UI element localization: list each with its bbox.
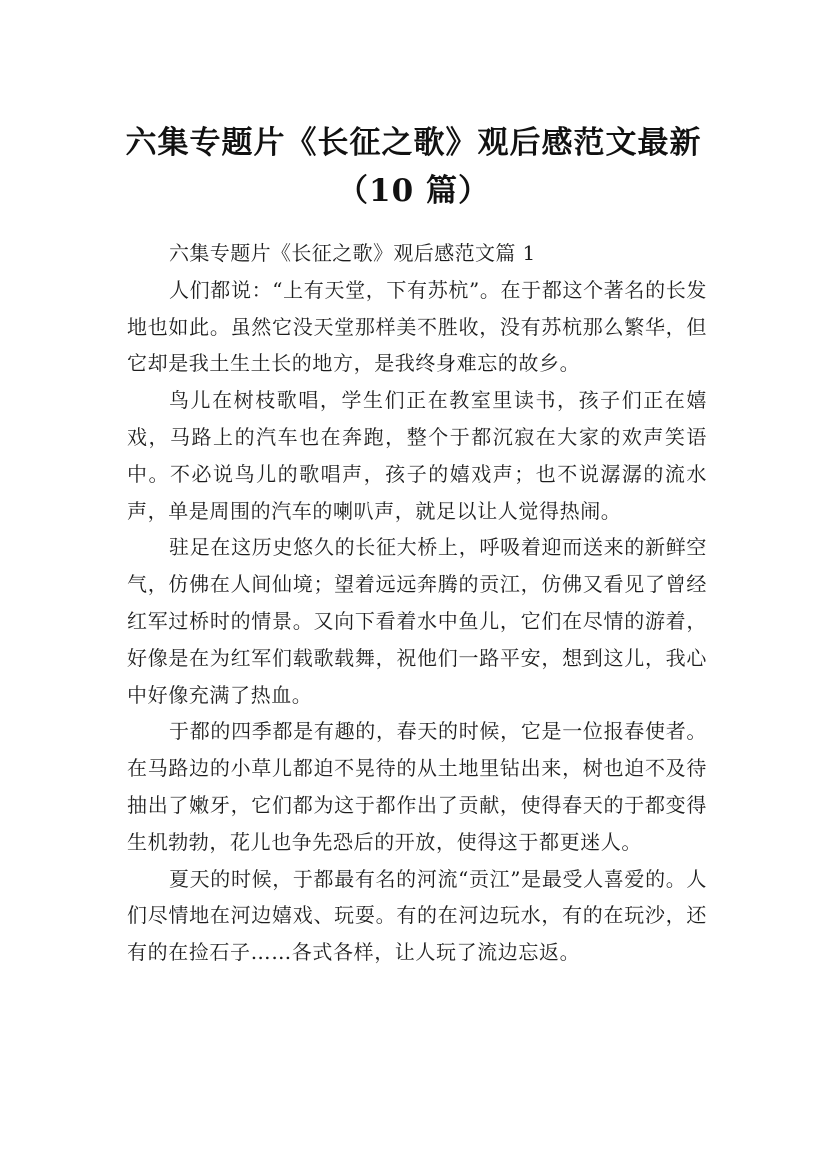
title-line-1: 六集专题片《长征之歌》观后感范文最新 xyxy=(125,124,702,161)
paragraph-2: 鸟儿在树枝歌唱，学生们正在教室里读书，孩子们正在嬉戏，马路上的汽车也在奔跑，整个于都沉寂在大家的欢声笑语中。不必说鸟儿的歌唱声，孩子的嬉戏声；也不说潺潺的流水声，单是周围的汽车的喇叭声，就足以让人觉得热闹。 xyxy=(127,388,707,523)
title-line-2: （10 篇） xyxy=(337,172,490,209)
document-body xyxy=(127,235,707,971)
section-heading: 六集专题片《长征之歌》观后感范文篇 1 xyxy=(169,241,536,265)
paragraph-3: 驻足在这历史悠久的长征大桥上，呼吸着迎而送来的新鲜空气，仿佛在人间仙境；望着远远奔腾的贡江，仿佛又看见了曾经红军过桥时的情景。又向下看着水中鱼儿，它们在尽情的游着，好像是在为红军们载歌载舞，祝他们一路平安，想到这儿，我心中好像充满了热血。 xyxy=(127,535,707,707)
document-title xyxy=(0,119,827,215)
paragraph-4: 于都的四季都是有趣的，春天的时候，它是一位报春使者。在马路边的小草儿都迫不晃待的从土地里钻出来，树也迫不及待抽出了嫩牙，它们都为这于都作出了贡献，使得春天的于都变得生机勃勃，花儿也争先恐后的开放，使得这于都更迷人。 xyxy=(127,719,707,854)
paragraph-5: 夏天的时候，于都最有名的河流“贡江”是最受人喜爱的。人们尽情地在河边嬉戏、玩耍。有的在河边玩水，有的在玩沙，还有的在捡石子……各式各样，让人玩了流边忘返。 xyxy=(127,866,707,965)
paragraph-1: 人们都说：“上有天堂，下有苏杭”。在于都这个著名的长发地也如此。虽然它没天堂那样美不胜收，没有苏杭那么繁华，但它却是我土生土长的地方，是我终身难忘的故乡。 xyxy=(127,277,707,376)
